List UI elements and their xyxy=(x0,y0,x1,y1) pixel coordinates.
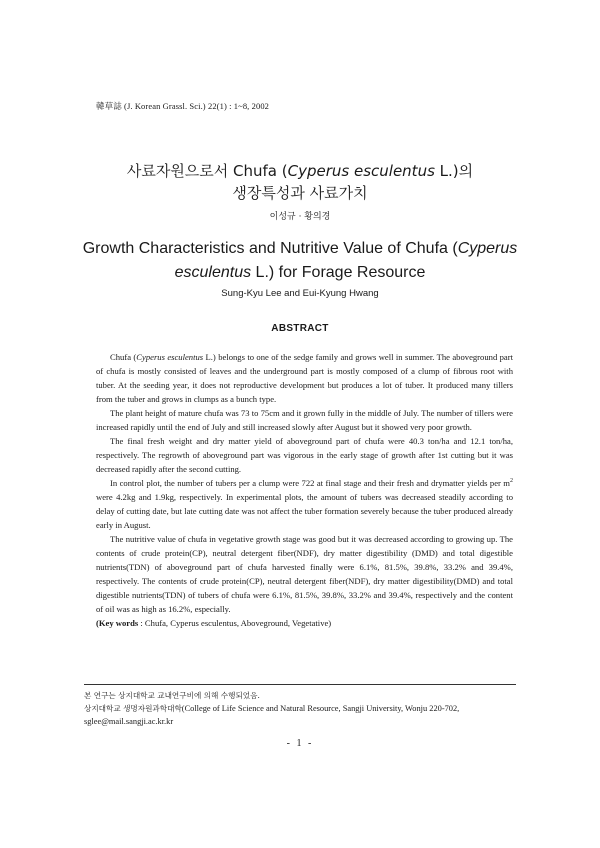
english-title-line-2 xyxy=(0,262,600,284)
english-title-species: esculentus xyxy=(174,264,252,281)
footnote-affiliation-english: (College of Life Science and Natural Resource, Sangji University, Wonju 220-702, xyxy=(181,704,460,713)
abstract-body xyxy=(96,350,513,630)
abstract-paragraph-1 xyxy=(96,350,513,406)
abstract-p1-species: Cyperus esculentus xyxy=(136,352,204,362)
english-title-text: Growth Characteristics and Nutritive Value of Chufa ( xyxy=(82,240,458,257)
korean-authors: 이성규 · 황의경 xyxy=(269,212,331,222)
footnote-affiliation-korean: 상지대학교 생명자원과학대학 xyxy=(84,704,182,713)
keywords xyxy=(96,616,513,630)
abstract-paragraph-3: The final fresh weight and dry matter yield of aboveground part of chufa were 40.3 ton/ha and 12.1 ton/ha, respectively. The regrowth of aboveground part was vigorous in the early stage of growth after 1st cutting but it was decreased rapidly after the second cutting. xyxy=(96,436,513,474)
footnote-funding: 본 연구는 상지대학교 교내연구비에 의해 수행되었음. xyxy=(84,691,260,700)
korean-title-species: Cyperus esculentus xyxy=(287,162,435,180)
english-title-suffix: L.) for Forage Resource xyxy=(251,264,426,281)
page-number: - 1 - xyxy=(286,738,314,749)
english-authors: Sung-Kyu Lee and Eui-Kyung Hwang xyxy=(221,288,379,299)
korean-title-line-1 xyxy=(0,160,600,182)
abstract-p1-start: Chufa ( xyxy=(110,352,137,362)
english-title-genus: Cyperus xyxy=(457,240,518,257)
abstract-p4-rest: were 4.2kg and 1.9kg, respectively. In experimental plots, the amount of tubers was decreased steadily according to delay of cutting date, but late cutting date was not affect the tuber formation severely because the tuber produced already early in August. xyxy=(96,492,513,530)
keywords-label: (Key words xyxy=(96,618,139,628)
footnote-divider xyxy=(84,684,516,685)
footnote-affiliation xyxy=(84,702,516,715)
abstract-p4-superscript: 2 xyxy=(510,478,513,485)
korean-title-suffix: L.)의 xyxy=(434,162,474,180)
english-title-line-1 xyxy=(0,238,600,260)
abstract-paragraph-4 xyxy=(96,476,513,532)
korean-title-line-2: 생장특성과 사료가치 xyxy=(232,184,368,202)
korean-title-text: 사료자원으로서 Chufa ( xyxy=(126,162,288,180)
abstract-p1-rest: L.) belongs to one of the sedge family and grows well in summer. The aboveground part of chufa is mostly consisted of leaves and the underground part is mostly composed of a clump of fibrous root with tuber. At the seeding year, it does not reproductive development but produces a lot of tuber. It produced many tillers from the tuber and grows in clumps as a bunch type. xyxy=(96,352,513,404)
keywords-text: : Chufa, Cyperus esculentus, Aboveground, Vegetative) xyxy=(138,618,332,628)
journal-reference: 韓草誌 (J. Korean Grassl. Sci.) 22(1) : 1~8, 2002 xyxy=(96,101,270,111)
abstract-paragraph-2: The plant height of mature chufa was 73 to 75cm and it grown fully in the middle of July. The number of tillers were increased rapidly until the end of July and still increased slowly after August but it showed very poor growth. xyxy=(96,408,513,432)
footnotes xyxy=(84,689,516,728)
abstract-heading: ABSTRACT xyxy=(271,323,329,334)
footnote-email: sglee@mail.sangji.ac.kr.kr xyxy=(84,717,174,726)
abstract-p4-start: In control plot, the number of tubers per a clump were 722 at final stage and their fresh and drymatter yields per m xyxy=(110,478,510,488)
abstract-paragraph-5: The nutritive value of chufa in vegetative growth stage was good but it was decreased according to growing up. The contents of crude protein(CP), neutral detergent fiber(NDF), dry matter digestibility (DMD) and total digestible nutrients(TDN) of aboveground part of chufa harvested finally were 6.1%, 81.5%, 39.8%, 33.2% and 39.4%, respectively. The contents of crude protein(CP), neutral detergent fiber(NDF), dry matter digestibility(DMD) and total digestible nutrients(TDN) of tubers of chufa were 6.1%, 81.5%, 39.8%, 33.2% and 39.4%, respectively and the content of oil was as high as 16.2%, especially. xyxy=(96,534,513,614)
